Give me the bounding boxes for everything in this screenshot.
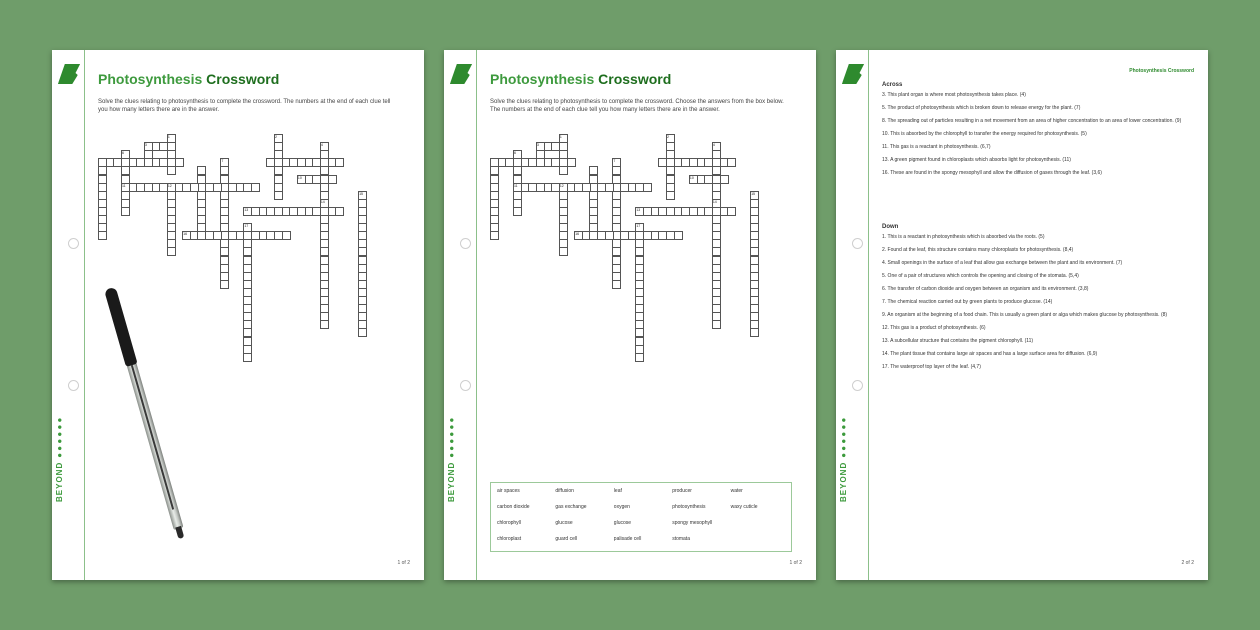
crossword-cell [167,247,176,256]
clue-down: 4. Small openings in the surface of a leaf that allow gas exchange between the plant and its environment. (7) [882,260,1123,266]
clue-down: 5. One of a pair of structures which controls the opening and closing of the stomata. (5,4) [882,273,1079,279]
clue-down: 17. The waterproof top layer of the leaf. (4,7) [882,364,981,370]
crossword-cell [704,175,713,184]
word-bank-item: stomata [672,536,690,542]
crossword-cell [750,328,759,337]
clue-across: 11. This gas is a reactant in photosynthesis. (6,7) [882,144,991,150]
down-heading: Down [882,224,899,230]
crossword-cell [274,191,283,200]
clue-number: 7 [221,159,224,164]
crossword-cell [582,183,591,192]
word-bank-item: palisade cell [613,536,642,542]
margin-line [476,50,477,580]
page-number: 2 of 2 [1181,560,1194,566]
word-bank-item: guard cell [555,536,578,542]
clue-down: 13. A subcellular structure that contains the pigment chlorophyll. (11) [882,338,1034,344]
margin-line [868,50,869,580]
beyond-logo-icon [842,64,864,84]
crossword-cell [559,247,568,256]
clue-number: 10 [689,175,694,180]
clue-across: 10. This is absorbed by the chlorophyll to transfer the energy required for photosynthesis. (5) [882,131,1087,137]
across-heading: Across [882,82,903,88]
crossword-cell [159,142,168,151]
word-bank-item: waxy cuticle [730,504,758,510]
clue-number: 12 [559,183,564,188]
page-number: 1 of 2 [789,560,802,566]
crossword-cell [567,158,576,167]
clue-number: 6 [513,151,516,156]
instructions: Solve the clues relating to photosynthesis to complete the crossword. The numbers at the end of each clue tell you how many letters there are in the answer. [98,99,391,113]
crossword-cell [551,142,560,151]
clue-down: 9. An organism at the beginning of a food chain. This is usually a green plant or alga which makes glucose by photosynthesis. (8) [882,312,1168,318]
brand-side-label: BEYOND● ● ● ● ● ● [55,417,64,502]
clue-number: 15 [751,191,755,196]
word-bank-item: chlorophyll [497,520,521,526]
crossword-cell [121,207,130,216]
crossword-cell [704,158,713,167]
word-bank-item: leaf [613,488,622,494]
crossword-cell [251,183,260,192]
clue-number: 3 [144,143,147,148]
crossword-cell [159,158,168,167]
clue-number: 16 [183,232,188,237]
crossword-cell [720,175,729,184]
crossword-cell [505,158,514,167]
clue-across: 3. This plant organ is where most photosynthesis takes place. (4) [882,92,1026,98]
crossword-cell [98,231,107,240]
worksheet-page-3 [836,50,1208,580]
crossword-cell [635,353,644,362]
crossword-cell [658,158,667,167]
clue-down: 7. The chemical reaction carried out by green plants to produce glucose. (14) [882,299,1053,305]
clue-number: 4 [712,143,715,148]
clue-number: 14 [320,199,325,204]
punch-hole-icon [68,238,79,249]
crossword-cell [358,328,367,337]
crossword-cell [213,183,222,192]
word-bank-item: producer [672,488,692,494]
crossword-cell [213,231,222,240]
crossword-cell [674,231,683,240]
beyond-logo-icon [450,64,472,84]
word-bank-item: spongy mesophyll [672,520,713,526]
clue-number: 12 [167,183,172,188]
crossword-cell [113,158,122,167]
clue-down: 12. This gas is a product of photosynthesis. (6) [882,325,986,331]
instructions: Solve the clues relating to photosynthesis to complete the crossword. Choose the answers from the box below. The numbers at the end of each clue tell you how many letters there are in the answer. [490,99,784,113]
page-title: Photosynthesis Crossword [98,71,280,87]
crossword-cell [605,183,614,192]
crossword-cell [312,158,321,167]
clue-number: 11 [513,183,518,188]
word-bank-item [731,536,785,552]
clue-number: 17 [636,224,641,229]
word-bank-item: carbon dioxide [497,504,530,510]
word-bank-item: glucose [555,520,573,526]
word-bank-item: gas exchange [555,504,587,510]
clue-number: 11 [121,183,126,188]
clue-down: 6. The transfer of carbon dioxide and oxygen between an organism and its environment. (3,8) [882,286,1089,292]
crossword-cell [335,158,344,167]
crossword-cell [612,280,621,289]
crossword-cell [220,280,229,289]
clue-number: 4 [320,143,323,148]
punch-hole-icon [68,380,79,391]
down-clues [882,234,1200,377]
crossword-cell [190,183,199,192]
clue-number: 13 [636,207,641,212]
crossword-cell [266,158,275,167]
clue-down: 14. The plant tissue that contains large air spaces and has a large surface area for diffusion. (6,9) [882,351,1098,357]
word-bank-item: glucose [613,520,632,526]
worksheet-page-1 [52,50,424,580]
page-header: Photosynthesis Crossword [1129,68,1194,74]
punch-hole-icon [852,380,863,391]
brand-side-label: BEYOND● ● ● ● ● ● [447,417,456,502]
crossword-cell [175,158,184,167]
clue-number: 10 [297,175,302,180]
crossword-cell [605,231,614,240]
crossword-cell [727,207,736,216]
across-clues [882,92,1200,183]
crossword-cell [167,166,176,175]
clue-number: 16 [575,232,580,237]
crossword-cell [727,158,736,167]
clue-across: 5. The product of photosynthesis which is broken down to release energy for the plant. (7) [882,105,1081,111]
crossword-cell [513,207,522,216]
punch-hole-icon [852,238,863,249]
crossword-cell [712,320,721,329]
clue-number: 6 [121,151,124,156]
clue-number: 13 [244,207,249,212]
clue-down: 2. Found at the leaf, this structure contains many chloroplasts for photosynthesis. (8,4) [882,247,1074,253]
clue-number: 2 [274,135,277,139]
word-bank-item: diffusion [555,488,574,494]
clue-across: 16. These are found in the spongy mesophyll and allow the diffusion of gases through the leaf. (3,6) [882,170,1102,176]
clue-number: 15 [359,191,363,196]
page-number: 1 of 2 [397,560,410,566]
clue-across: 13. A green pigment found in chloroplasts which absorbs light for photosynthesis. (11) [882,157,1071,163]
crossword-cell [335,207,344,216]
clue-number: 1 [559,135,562,139]
clue-across: 8. The spreading out of particles resulting in a net movement from an area of higher concentration to an area of lower concentration. (9) [882,118,1182,124]
crossword-cell [320,320,329,329]
word-bank-item: photosynthesis [672,504,706,510]
brand-side-label: BEYOND● ● ● ● ● ● [839,417,848,502]
clue-number: 3 [536,143,539,148]
clue-down: 1. This is a reactant in photosynthesis which is absorbed via the roots. (5) [882,234,1045,240]
clue-number: 1 [167,135,170,139]
word-bank-item: oxygen [613,504,630,510]
beyond-logo-icon [58,64,80,84]
punch-hole-icon [460,380,471,391]
word-bank-item [731,520,785,536]
worksheet-page-2 [444,50,816,580]
clue-number: 2 [666,135,669,139]
crossword-cell [643,183,652,192]
clue-number: 17 [244,224,249,229]
word-bank-item: air spaces [497,488,520,494]
margin-line [84,50,85,580]
clue-number: 14 [712,199,717,204]
crossword-cell [551,158,560,167]
crossword-cell [559,166,568,175]
word-bank [490,482,792,552]
crossword-cell [490,231,499,240]
page-title: Photosynthesis Crossword [490,71,672,87]
word-bank-item: water [730,488,743,494]
clue-number: 7 [613,159,616,164]
crossword-cell [243,353,252,362]
word-bank-item: chloroplast [497,536,522,542]
crossword-cell [328,175,337,184]
punch-hole-icon [460,238,471,249]
crossword-cell [666,191,675,200]
crossword-cell [312,175,321,184]
crossword-cell [282,231,291,240]
